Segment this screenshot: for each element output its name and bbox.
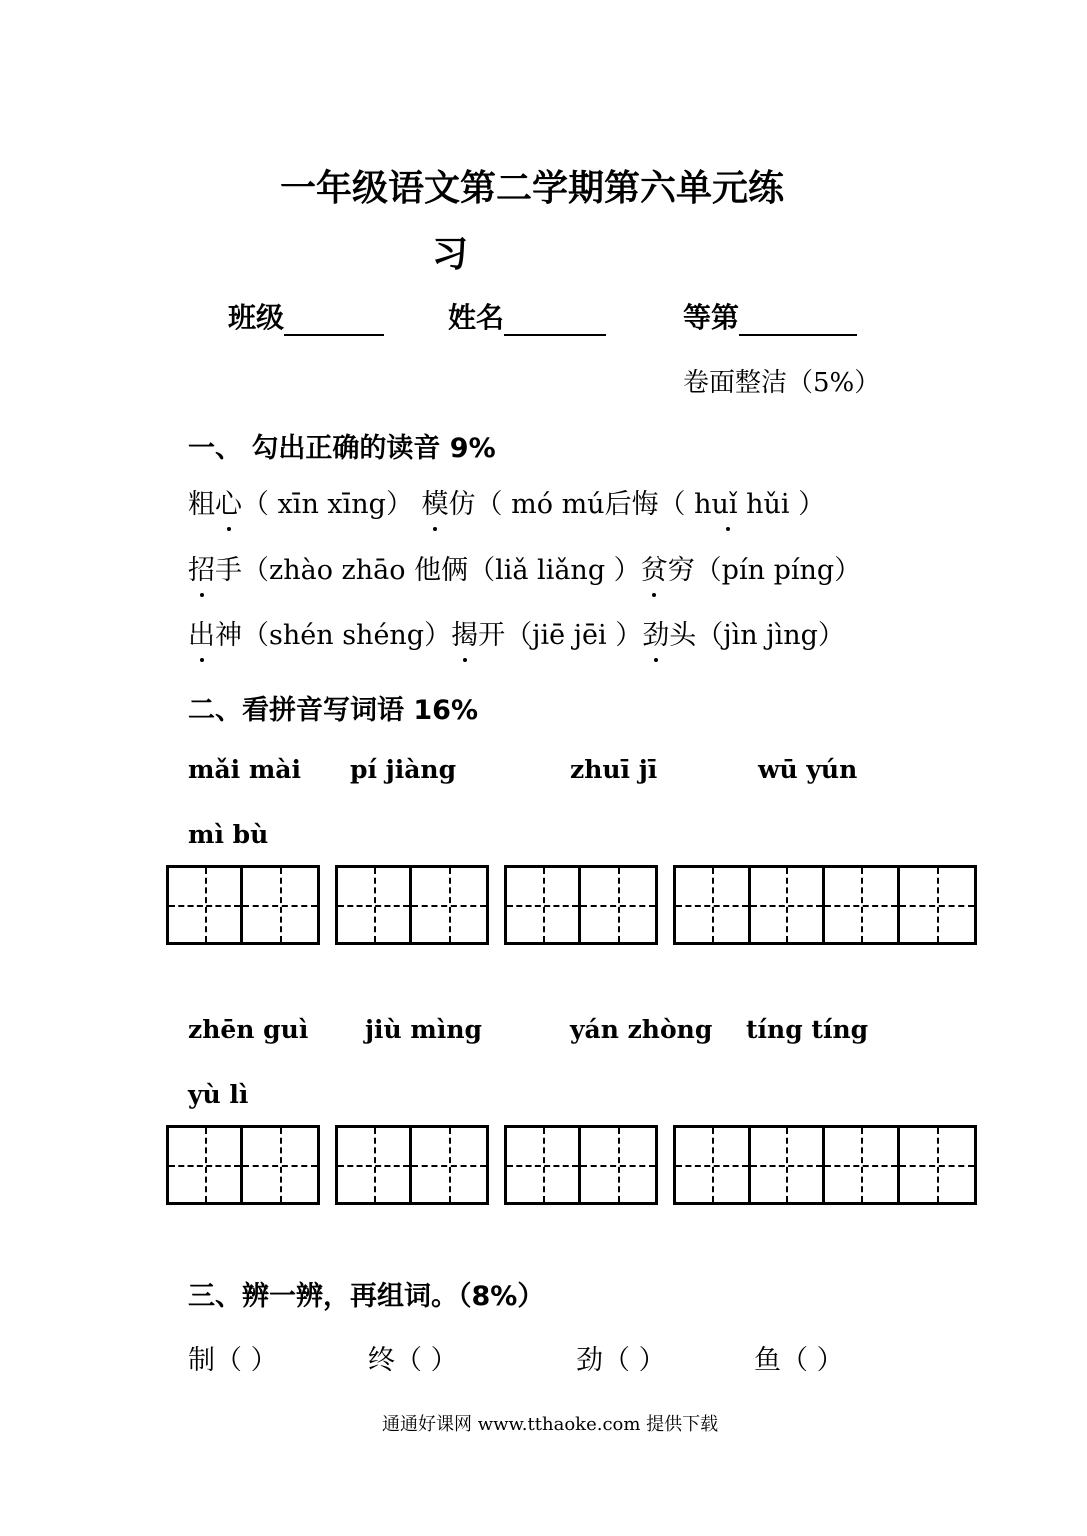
grid-cell[interactable] bbox=[169, 1128, 243, 1202]
pinyin-options: 悔（ huǐ hǔi ） bbox=[632, 482, 826, 521]
section1-row3 bbox=[188, 613, 845, 652]
grid-cell[interactable] bbox=[900, 868, 974, 942]
footer-source: 通通好课网 www.tthaoke.com 提供下载 bbox=[382, 1414, 719, 1435]
writing-grid[interactable] bbox=[166, 1125, 320, 1205]
class-field bbox=[228, 296, 384, 336]
section1-row2 bbox=[188, 548, 861, 587]
pinyin-word: jiù mìng bbox=[365, 1015, 483, 1044]
pinyin-word: mǎi mài bbox=[188, 755, 302, 784]
grid-cell[interactable] bbox=[507, 868, 581, 942]
pinyin-word: zhēn guì bbox=[188, 1015, 309, 1044]
char: 粗 bbox=[188, 489, 215, 520]
grid-cell[interactable] bbox=[581, 1128, 655, 1202]
grid-cell[interactable] bbox=[507, 1128, 581, 1202]
grid-cell[interactable] bbox=[825, 1128, 900, 1202]
name-field bbox=[448, 296, 606, 336]
writing-grid[interactable] bbox=[504, 1125, 658, 1205]
writing-grid[interactable] bbox=[504, 865, 658, 945]
class-label: 班级 bbox=[228, 301, 285, 334]
pinyin-options: 手（zhào zhāo bbox=[215, 555, 415, 586]
neatness-note: 卷面整洁（5%） bbox=[683, 368, 881, 398]
writing-grid[interactable] bbox=[673, 1125, 977, 1205]
name-blank bbox=[504, 304, 606, 336]
name-label: 姓名 bbox=[448, 301, 505, 334]
pinyin-options: 开（jiē jēi ） bbox=[478, 620, 643, 651]
grid-cell[interactable] bbox=[825, 868, 900, 942]
word-item: 劲（ ） bbox=[576, 1345, 666, 1376]
grid-cell[interactable] bbox=[581, 868, 655, 942]
dotted-char: 招 bbox=[188, 548, 215, 587]
grid-cell[interactable] bbox=[243, 868, 317, 942]
dotted-char: 模 bbox=[422, 482, 449, 521]
section1-heading: 一、 勾出正确的读音 9% bbox=[188, 433, 496, 464]
page-title-line1: 一年级语文第二学期第六单元练 bbox=[280, 168, 785, 209]
grid-cell[interactable] bbox=[676, 1128, 751, 1202]
pinyin-word: mì bù bbox=[188, 820, 269, 849]
writing-grid[interactable] bbox=[335, 865, 489, 945]
grid-cell[interactable] bbox=[338, 868, 412, 942]
char: 后 bbox=[604, 489, 632, 520]
grid-cell[interactable] bbox=[676, 868, 751, 942]
pinyin-word: yù lì bbox=[188, 1080, 249, 1109]
grid-cell[interactable] bbox=[751, 868, 826, 942]
section3-heading: 三、辨一辨，再组词。（8%） bbox=[188, 1281, 545, 1312]
grid-cell[interactable] bbox=[243, 1128, 317, 1202]
word-item: 终（ ） bbox=[368, 1345, 458, 1376]
grade-label: 等第 bbox=[683, 301, 740, 334]
pinyin-word: pí jiàng bbox=[350, 755, 457, 784]
page-title-line2: 习 bbox=[432, 234, 469, 275]
grade-blank bbox=[739, 304, 857, 336]
grade-field bbox=[683, 296, 857, 336]
grid-cell[interactable] bbox=[900, 1128, 974, 1202]
pinyin-word: wū yún bbox=[758, 755, 858, 784]
section1-row1 bbox=[188, 482, 825, 521]
pinyin-word: tíng tíng bbox=[746, 1015, 869, 1044]
grid-cell[interactable] bbox=[338, 1128, 412, 1202]
writing-grid[interactable] bbox=[673, 865, 977, 945]
pinyin-options: 穷（pín píng） bbox=[667, 555, 862, 586]
word-item: 制（ ） bbox=[188, 1345, 278, 1376]
pinyin-options: 头（jìn jìng） bbox=[669, 620, 845, 651]
dotted-char: 心 bbox=[215, 482, 242, 521]
pinyin-options: 俩（liǎ liǎng ） bbox=[441, 555, 641, 586]
writing-grid[interactable] bbox=[335, 1125, 489, 1205]
section2-heading: 二、看拼音写词语 16% bbox=[188, 695, 479, 726]
pinyin-word: yán zhòng bbox=[570, 1015, 713, 1044]
pinyin-word: zhuī jī bbox=[570, 755, 658, 784]
grid-cell[interactable] bbox=[412, 868, 486, 942]
pinyin-options: （ xīn xīng） bbox=[242, 489, 413, 520]
dotted-char: 揭 bbox=[451, 613, 478, 652]
dotted-char: 贫 bbox=[641, 548, 668, 587]
dotted-char: 出 bbox=[188, 613, 215, 652]
pinyin-options: 仿（ mó mú bbox=[448, 489, 605, 520]
class-blank bbox=[284, 304, 384, 336]
grid-cell[interactable] bbox=[751, 1128, 826, 1202]
dotted-char: 劲 bbox=[642, 613, 669, 652]
char: 他 bbox=[414, 555, 442, 586]
grid-cell[interactable] bbox=[169, 868, 243, 942]
pinyin-options: 神（shén shéng） bbox=[215, 620, 452, 651]
grid-cell[interactable] bbox=[412, 1128, 486, 1202]
word-item: 鱼（ ） bbox=[754, 1345, 844, 1376]
writing-grid[interactable] bbox=[166, 865, 320, 945]
